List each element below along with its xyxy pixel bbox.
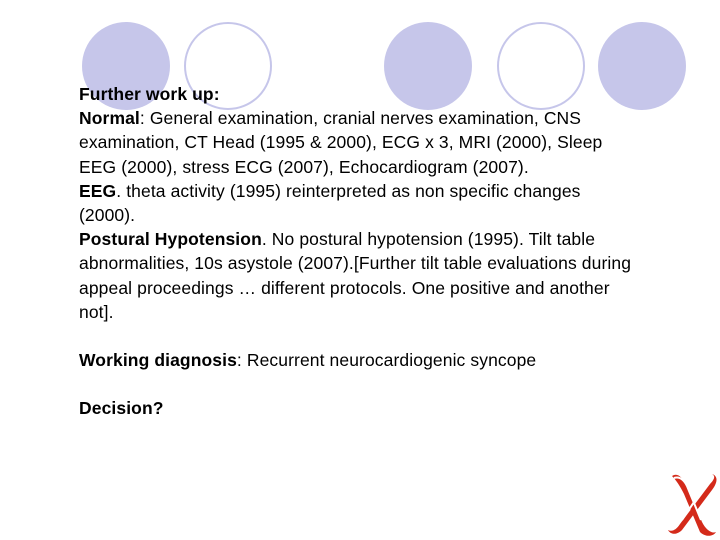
- working-diagnosis-paragraph: [79, 348, 639, 372]
- postural-label: Postural Hypotension: [79, 229, 262, 250]
- eeg-text: . theta activity (1995) reinterpreted as non specific changes (2000).: [79, 180, 581, 226]
- working-diagnosis-text: : Recurrent neurocardiogenic syncope: [236, 350, 537, 371]
- red-x-mark-icon: [664, 470, 720, 540]
- working-diagnosis-label: Working diagnosis: [79, 350, 237, 371]
- normal-paragraph: [79, 106, 639, 179]
- postural-text: . No postural hypotension (1995). Tilt table abnormalities, 10s asystole (2007).[Further tilt table evaluations during appeal proceedings … different protocols. One positive and another not].: [79, 229, 632, 322]
- normal-text: : General examination, cranial nerves examination, CNS examination, CT Head (1995 & 2000), ECG x 3, MRI (2000), Sleep EEG (2000), stress ECG (2007), Echocardiogram (2007).: [79, 108, 603, 177]
- normal-label: Normal: [79, 108, 140, 129]
- slide-body: [79, 82, 639, 420]
- eeg-label: EEG: [79, 180, 117, 201]
- decision-paragraph: Decision?: [79, 398, 164, 419]
- postural-paragraph: [79, 227, 639, 324]
- slide-heading: Further work up:: [79, 84, 220, 104]
- eeg-paragraph: [79, 179, 639, 227]
